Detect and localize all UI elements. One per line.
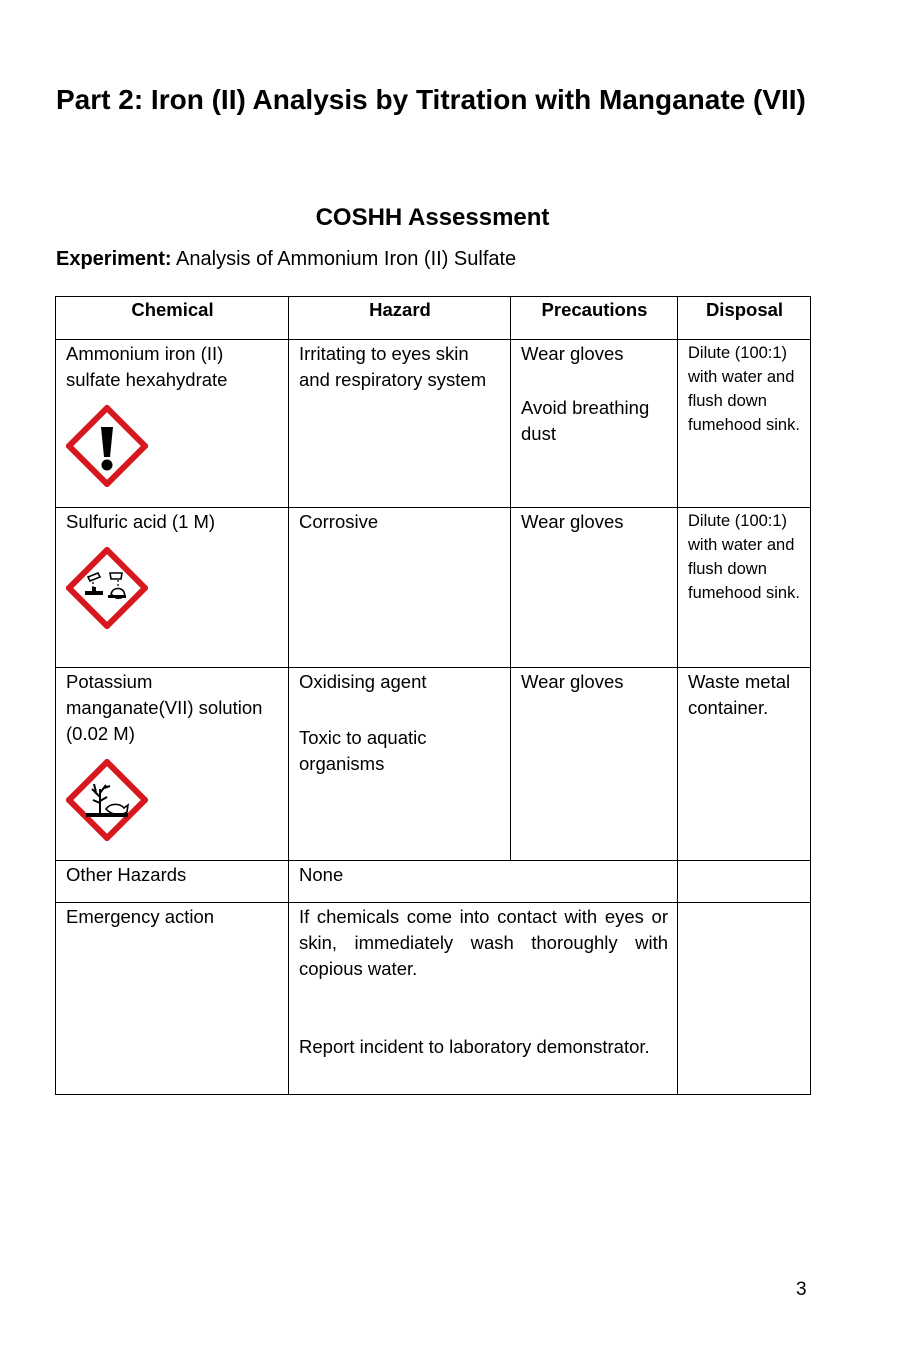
other-hazards-value: None [289, 861, 678, 903]
hazard-text: Oxidising agent [299, 671, 427, 692]
chemical-name: Potassium manganate(VII) solution (0.02 M) [66, 671, 263, 744]
chemical-name: Ammonium iron (II) sulfate hexahydrate [66, 343, 228, 390]
chemical-name: Sulfuric acid (1 M) [66, 511, 216, 532]
exclamation-mark-icon [66, 405, 148, 487]
other-hazards-label: Other Hazards [56, 861, 289, 903]
corrosive-icon [66, 547, 148, 629]
hazard-text: Corrosive [299, 511, 379, 532]
column-header-hazard: Hazard [289, 297, 511, 340]
column-header-chemical: Chemical [56, 297, 289, 340]
emergency-action-text: If chemicals come into contact with eyes or skin, immediately wash thoroughly with copious water. [299, 906, 668, 979]
precaution-text: Wear gloves [521, 511, 624, 532]
page-title: Part 2: Iron (II) Analysis by Titration with Manganate (VII) [56, 84, 806, 115]
experiment-value: Analysis of Ammonium Iron (II) Sulfate [176, 248, 517, 270]
table-header-row [56, 297, 811, 340]
emergency-report-text: Report incident to laboratory demonstrator. [299, 1036, 650, 1057]
hazard-cell [289, 340, 511, 508]
environmental-hazard-icon [66, 759, 148, 841]
chemical-cell [56, 340, 289, 508]
emergency-action-cell [289, 903, 678, 1095]
empty-cell [678, 903, 811, 1095]
precautions-cell [511, 508, 678, 668]
precaution-text: Wear gloves [521, 671, 624, 692]
chemical-cell [56, 668, 289, 861]
coshh-table [55, 296, 811, 1095]
disposal-cell: Waste metal container. [678, 668, 811, 861]
precaution-text: Wear gloves [521, 343, 624, 364]
table-row [56, 861, 811, 903]
precautions-cell [511, 340, 678, 508]
precaution-text: Avoid breathing dust [521, 397, 650, 444]
hazard-text: Toxic to aquatic organisms [299, 727, 427, 774]
table-row [56, 903, 811, 1095]
chemical-cell [56, 508, 289, 668]
empty-cell [678, 861, 811, 903]
coshh-assessment-heading: COSHH Assessment [315, 204, 550, 231]
column-header-precautions: Precautions [511, 297, 678, 340]
hazard-text: Irritating to eyes skin and respiratory system [299, 343, 487, 390]
hazard-cell [289, 668, 511, 861]
disposal-cell: Dilute (100:1) with water and flush down fumehood sink. [678, 508, 811, 668]
precautions-cell [511, 668, 678, 861]
disposal-cell: Dilute (100:1) with water and flush down fumehood sink. [678, 340, 811, 508]
experiment-label: Experiment: [56, 248, 172, 270]
hazard-cell [289, 508, 511, 668]
table-row [56, 668, 811, 861]
experiment-line [56, 245, 516, 273]
table-row [56, 508, 811, 668]
emergency-action-label: Emergency action [56, 903, 289, 1095]
table-row [56, 340, 811, 508]
column-header-disposal: Disposal [678, 297, 811, 340]
page-number: 3 [796, 1279, 807, 1300]
